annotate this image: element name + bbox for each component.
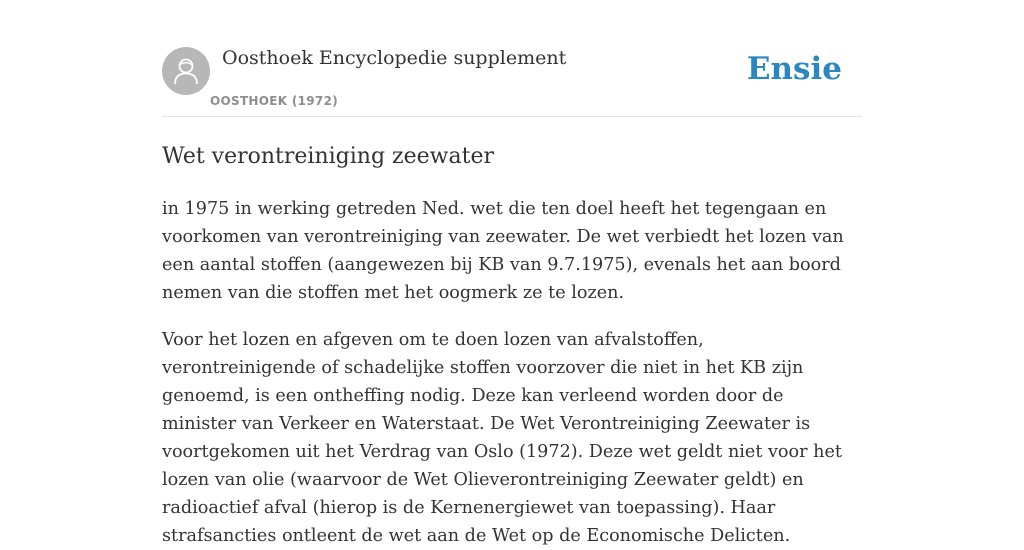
- source-subtitle[interactable]: OOSTHOEK (1972): [210, 94, 339, 108]
- avatar[interactable]: [162, 47, 210, 95]
- source-title[interactable]: Oosthoek Encyclopedie supplement: [222, 47, 567, 69]
- source-header: [162, 0, 862, 117]
- article-paragraph: in 1975 in werking getreden Ned. wet die ten doel heeft het tegengaan en voorkomen van verontreiniging van zeewater. De wet verbiedt het lozen van een aantal stoffen (aangewezen bij KB van 9.7.1975), evenals het aan boord nemen van die stoffen met het oogmerk ze te lozen.: [162, 199, 844, 303]
- content-column: [162, 0, 862, 550]
- user-icon: [172, 56, 200, 86]
- article-title: Wet verontreiniging zeewater: [162, 144, 494, 169]
- article-paragraph: Voor het lozen en afgeven om te doen lozen van afvalstoffen, verontreinigende of schadelijke stoffen voorzover die niet in het KB zijn genoemd, is een ontheffing nodig. Deze kan verleend worden door de minister van Verkeer en Waterstaat. De Wet Verontreiniging Zeewater is voortgekomen uit het Verdrag van Oslo (1972). Deze wet geldt niet voor het lozen van olie (waarvoor de Wet Olieverontreiniging Zeewater geldt) en radioactief afval (hierop is de Kernenergiewet van toepassing). Haar strafsancties ontleent de wet aan de Wet op de Economische Delicten.: [162, 330, 842, 546]
- ensie-logo[interactable]: Ensie: [746, 51, 842, 87]
